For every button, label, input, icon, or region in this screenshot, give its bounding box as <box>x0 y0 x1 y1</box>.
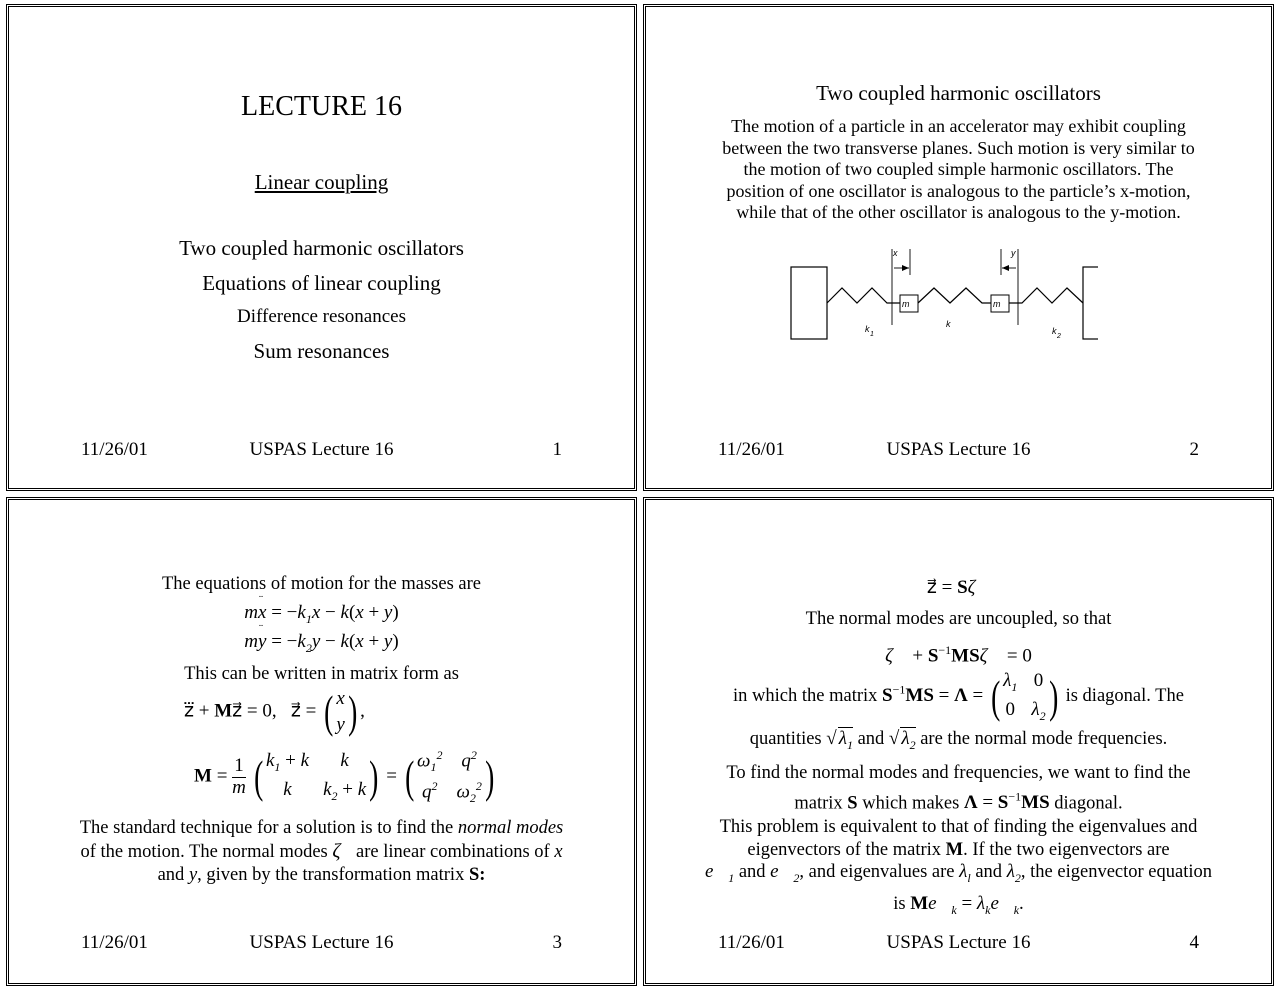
footer-course: USPAS Lecture 16 <box>249 439 394 460</box>
lecture-subtitle <box>9 170 634 195</box>
k-label: k <box>946 319 951 329</box>
paragraph-line: the motion of two coupled simple harmonic oscillators. The <box>743 159 1174 180</box>
footer-date: 11/26/01 <box>718 932 785 953</box>
slide-footer <box>646 439 1271 463</box>
find-text: which makes <box>857 793 960 814</box>
slide-footer <box>9 439 634 463</box>
topic-2: Equations of linear coupling <box>202 271 441 295</box>
para-text: of the motion. The normal modes <box>80 842 333 862</box>
x-label: x <box>893 248 898 258</box>
topic-3: Difference resonances <box>237 306 406 327</box>
footer-course: USPAS Lecture 16 <box>886 439 1031 460</box>
spring-k2 <box>1009 288 1083 303</box>
paragraph-line: The motion of a particle in an accelerator may exhibit coupling <box>731 116 1186 136</box>
eigen-text: and <box>975 862 1003 882</box>
left-wall <box>791 267 827 339</box>
slide-4 <box>643 497 1274 986</box>
find-line-1: To find the normal modes and frequencies, we want to find the <box>726 763 1191 783</box>
footer-course: USPAS Lecture 16 <box>249 932 394 953</box>
eigen-matrix-m: M <box>945 839 964 860</box>
slide-footer <box>9 932 634 956</box>
topic-4: Sum resonances <box>253 339 390 363</box>
matrix-m-definition: M = $\frac{1}{m}$ ( $k_1 + k$ k k $k_2 + k$ ) = ( $\omega_1^2$ $q^2$ $q^2$ $\omega_2^2$ ) <box>194 748 495 806</box>
para-text: The standard technique for a solution is to find the <box>79 818 458 838</box>
frequencies-line: quantities √ $\lambda_1$ and √ $\lambda_2$ are the normal mode frequencies. <box>749 728 1168 752</box>
para-var-x: x <box>554 842 563 862</box>
para-text: and <box>157 865 189 885</box>
eigen-text: is <box>893 894 906 915</box>
page-number: 1 <box>552 439 562 460</box>
spring-k1 <box>827 288 900 303</box>
slide-title: Two coupled harmonic oscillators <box>816 81 1101 105</box>
para-text: are linear combinations of <box>356 842 555 862</box>
eigen-text: eigenvectors of the matrix <box>747 839 946 860</box>
right-wall <box>1083 267 1098 339</box>
mass-1-label: m <box>902 299 910 309</box>
para-emphasis: normal modes <box>457 818 564 838</box>
subtitle-text: Linear coupling <box>254 170 389 194</box>
intro-paragraph <box>646 116 1271 224</box>
eigen-text: , the eigenvector equation <box>1020 862 1213 882</box>
text-in-which: in which the matrix <box>733 686 878 707</box>
page-number: 3 <box>552 932 562 953</box>
page-number: 2 <box>1189 439 1199 460</box>
text-are-frequencies: are the normal mode frequencies. <box>920 729 1168 749</box>
transformation-equation: z⃗ = Sζ⃗ <box>926 577 991 598</box>
footer-course: USPAS Lecture 16 <box>886 932 1031 953</box>
intro-text: The equations of motion for the masses are <box>161 574 482 594</box>
paragraph-line: position of one oscillator is analogous to the particle’s x-motion, <box>726 180 1191 201</box>
slide-2 <box>643 4 1274 491</box>
equation-y: my ¨ = $-k_2y - k(x + y)$ <box>244 621 399 655</box>
lecture-title: LECTURE 16 <box>241 91 402 122</box>
footer-date: 11/26/01 <box>718 439 785 460</box>
y-label: y <box>1011 248 1016 258</box>
paragraph-line: between the two transverse planes. Such motion is very similar to <box>722 137 1195 158</box>
slide-footer <box>646 932 1271 956</box>
y-arrow-head <box>1002 265 1009 271</box>
uncoupled-equation: ζ⃛ + $S^{-1}MS\zeta⃗ = 0$ <box>885 643 1032 667</box>
equation-x: mx ¨ = $-k_1x - k(x + y)$ <box>244 592 399 626</box>
eigen-line-1: This problem is equivalent to that of finding the eigenvalues and <box>719 817 1198 837</box>
eigen-paragraph: This problem is equivalent to that of finding the eigenvalues and eigenvectors of the matrix M. If the two eigenvectors are $e⃗_1$ and $e⃗_2$, and eigenvalues are $\lambda_l$ and $\lambda_2$, the eigenvector equation is $Me⃗_k$ = $\lambda_ke⃗_k$. <box>646 816 1271 922</box>
k1-subscript: 1 <box>870 331 874 338</box>
text-is-diagonal: is diagonal. The <box>1065 686 1184 707</box>
k2-label: k <box>1052 326 1057 336</box>
coupled-oscillator-diagram <box>788 243 1098 343</box>
k2-subscript: 2 <box>1057 333 1061 340</box>
paragraph-line: while that of the other oscillator is analogous to the y-motion. <box>736 202 1181 223</box>
diagonal-line: in which the matrix $S^{-1}MS = \Lambda$ = ( $\lambda_1$ 0 0 $\lambda_2$ ) is diagonal. The <box>733 670 1184 723</box>
spring-k <box>918 288 991 303</box>
para-matrix-s: S: <box>468 865 486 885</box>
footer-date: 11/26/01 <box>81 439 148 460</box>
normal-modes-paragraph: The standard technique for a solution is to find the normal modes of the motion. The normal modes ζ⃗are linear combinations of x and y, given by the transformation matrix S: <box>79 818 564 885</box>
slide-1 <box>6 4 637 491</box>
find-paragraph: To find the normal modes and frequencies, we want to find the matrix S which makes $\Lambda = S^{-1}MS$ diagonal. <box>646 761 1271 815</box>
x-arrow-head <box>902 265 909 271</box>
topic-1: Two coupled harmonic oscillators <box>179 236 464 260</box>
find-text: matrix <box>794 793 848 814</box>
eigen-text: . If the two eigenvectors are <box>963 839 1170 860</box>
k1-label: k <box>865 324 870 334</box>
uncoupled-text: The normal modes are uncoupled, so that <box>805 609 1112 629</box>
find-text: diagonal. <box>1054 793 1123 814</box>
text-and: and <box>857 729 885 749</box>
footer-date: 11/26/01 <box>81 932 148 953</box>
para-var-y: y <box>188 865 198 885</box>
eigen-text: and <box>738 862 766 882</box>
para-text: , given by the transformation matrix <box>197 865 469 885</box>
eigen-text: , and eigenvalues are <box>799 862 955 882</box>
matrix-equation: z⃛ + Mz⃗ = 0, z⃗ = ( x y ) , <box>184 686 365 737</box>
find-matrix-s: S <box>847 793 858 814</box>
matrix-form-text: This can be written in matrix form as <box>184 664 459 684</box>
page-number: 4 <box>1189 932 1199 953</box>
mass-2-label: m <box>993 299 1001 309</box>
text-quantities: quantities <box>749 729 822 749</box>
slide-3 <box>6 497 637 986</box>
